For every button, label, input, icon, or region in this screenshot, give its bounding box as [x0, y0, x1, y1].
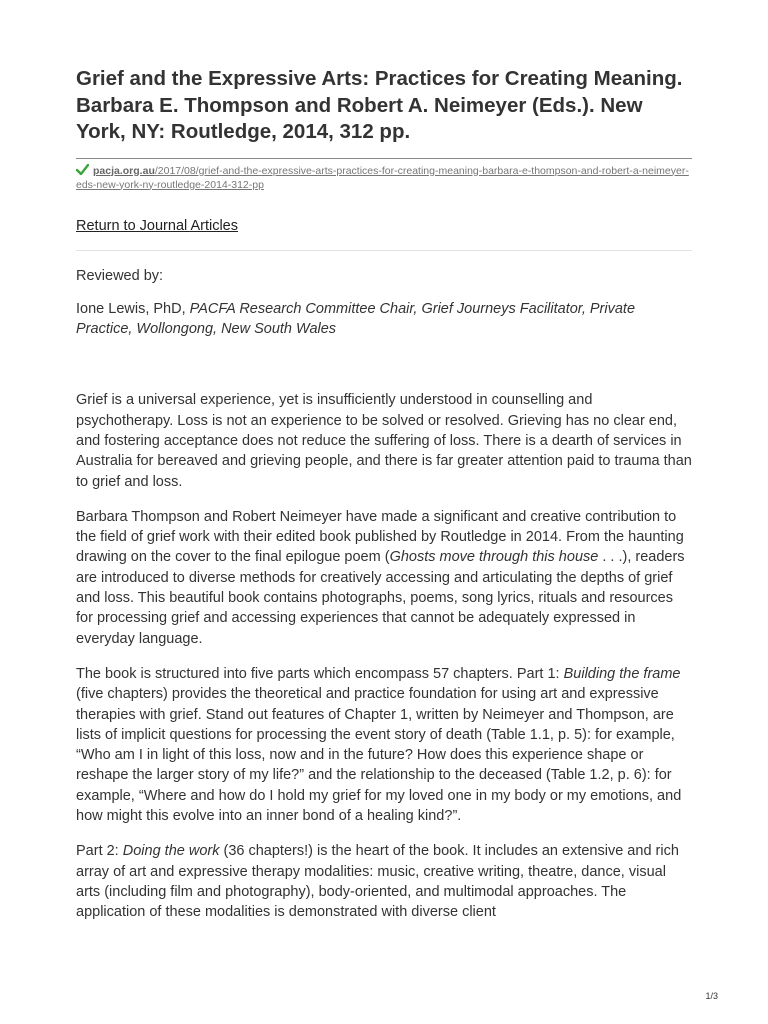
- page-number: 1/3: [705, 991, 718, 1001]
- source-domain[interactable]: pacja.org.au: [93, 164, 155, 177]
- body-paragraph-2: [76, 507, 692, 649]
- article: [76, 66, 692, 923]
- source-url[interactable]: [76, 164, 692, 192]
- reviewer-name: Ione Lewis, PhD,: [76, 300, 190, 317]
- poem-title: Ghosts move through this house: [389, 549, 599, 566]
- check-icon: [76, 164, 89, 175]
- article-title: Grief and the Expressive Arts: Practices for Creating Meaning. Barbara E. Thompson and Robert A. Neimeyer (Eds.). New York, NY: Routledge, 2014, 312 pp.: [76, 67, 683, 143]
- paragraph-text: . . .), readers are introduced to diverse methods for creatively accessing and articulating the depths of grief and loss. This beautiful book contains photographs, poems, song lyrics, rituals and resources for processing grief and accessing experiences that cannot be adequately expressed in everyday language.: [76, 549, 685, 647]
- section-divider: [76, 250, 692, 251]
- paragraph-text: (36 chapters!) is the heart of the book. It includes an extensive and rich array of art and expressive therapy modalities: music, creative writing, theatre, dance, visual arts (including film and photography), body-oriented, and multimodal approaches. The application of these modalities is demonstrated with diverse client: [76, 843, 679, 921]
- body-paragraph-3: [76, 664, 692, 826]
- body-paragraph-1: Grief is a universal experience, yet is insufficiently understood in counselling and psychotherapy. Loss is not an experience to be solved or resolved. Grieving has no clear end, and fostering acceptance does not reduce the suffering of loss. There is a dearth of services in Australia for bereaved and grieving people, and there is far greater attention paid to trauma than to grief and loss.: [76, 392, 692, 490]
- reviewed-by-label: Reviewed by:: [76, 267, 164, 284]
- paragraph-text: The book is structured into five parts which encompass 57 chapters. Part 1:: [76, 665, 564, 682]
- part-title: Doing the work: [122, 843, 220, 860]
- paragraph-text: (five chapters) provides the theoretical and practice foundation for using art and expressive therapies with grief. Stand out features of Chapter 1, written by Neimeyer and Thompson, are lists of implicit questions for processing the event story of death (Table 1.1, p. 5): for example, “Who am I in light of this loss, now and in the future? How does this experience shape or reshape the larger story of my life?” and the relationship to the deceased (Table 1.2, p. 6): for example, “Where and how do I hold my grief for my loved one in my body or my emotions, and how might this evolve into an inner bond of a healing kind?”.: [76, 686, 682, 825]
- reviewer-line: [76, 299, 692, 340]
- title-divider: [76, 158, 692, 159]
- part-title: Building the frame: [563, 665, 681, 682]
- paragraph-text: Part 2:: [76, 843, 123, 860]
- reviewer-affiliation: PACFA Research Committee Chair, Grief Journeys Facilitator, Private Practice, Wollongong, New South Wales: [76, 300, 636, 338]
- paragraph-text: Barbara Thompson and Robert Neimeyer have made a significant and creative contribution to the field of grief work with their edited book published by Routledge in 2014. From the haunting drawing on the cover to the final epilogue poem (: [76, 508, 684, 566]
- return-to-journal-articles-link[interactable]: Return to Journal Articles: [76, 217, 238, 234]
- source-path[interactable]: /2017/08/grief-and-the-expressive-arts-practices-for-creating-meaning-barbara-e-thompson-and-robert-a-neimeyer-eds-new-york-ny-routledge-2014-312-pp: [76, 164, 689, 191]
- body-paragraph-4: [76, 841, 692, 922]
